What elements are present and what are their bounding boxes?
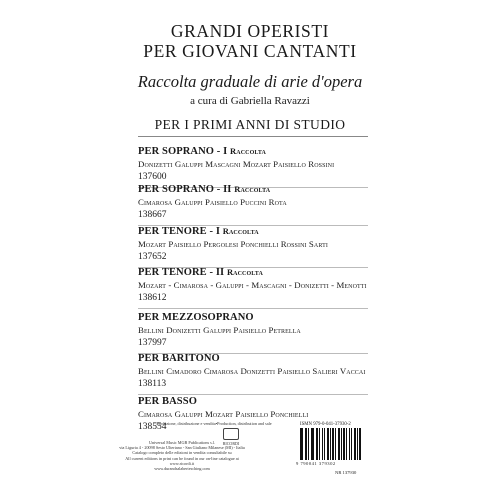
barcode-digits: 9 790041 379302 [296, 461, 336, 466]
volume-entry [138, 311, 378, 354]
volume-composers: Cimarosa Galuppi Mozart Paisiello Ponchielli [138, 409, 309, 419]
production-note-text: Produzione, distribuzione e vendita•Production, distribution and sale [156, 421, 272, 426]
publisher-block [112, 440, 252, 471]
publisher-url-1[interactable]: www.ricordi.it [169, 460, 195, 466]
volume-composers: Bellini Donizetti Galuppi Paisiello Petrella [138, 325, 301, 335]
publisher-logo-text: RICORDI [222, 441, 240, 446]
series-title-line1: GRANDI OPERISTI [170, 21, 330, 41]
volume-separator [138, 308, 368, 309]
volume-entry [138, 352, 378, 395]
level-heading: PER I PRIMI ANNI DI STUDIO [154, 117, 346, 132]
catalogue-number: NR 137930 [335, 470, 357, 475]
publisher-logo-icon [223, 428, 239, 440]
ismn-code: ISMN 979-0-041-37930-2 [300, 422, 351, 427]
volume-number: 138113 [138, 379, 167, 389]
volume-number: 137997 [138, 338, 167, 348]
volume-entry [138, 183, 378, 226]
volume-number: 138554 [138, 422, 167, 432]
volume-voice: PER TENORE - II [138, 267, 225, 278]
volume-collection: Raccolta [230, 146, 266, 156]
series-title-line2: PER GIOVANI CANTANTI [143, 41, 357, 61]
volume-title [138, 183, 378, 196]
volume-voice: PER BASSO [138, 396, 197, 407]
volume-number: 137652 [138, 252, 167, 262]
volume-voice: PER SOPRANO - I [138, 146, 228, 157]
curator-credit: a cura di Gabriella Ravazzi [190, 95, 310, 107]
volume-voice: PER BARITONO [138, 353, 220, 364]
volume-collection: Raccolta [222, 226, 259, 236]
volume-voice: PER TENORE - I [138, 226, 221, 237]
volume-number: 138667 [138, 210, 167, 220]
production-note [134, 421, 294, 426]
series-subtitle: Raccolta graduale di arie d'opera [137, 72, 363, 91]
volume-entry [138, 266, 378, 309]
barcode [300, 428, 362, 460]
volume-title [138, 266, 378, 279]
volume-collection: Raccolta [226, 267, 263, 277]
volume-title [138, 395, 378, 408]
volume-entry [138, 145, 378, 188]
volume-composers: Bellini Cimadoro Cimarosa Donizetti Paisiello Salieri Vaccai [138, 366, 366, 376]
volume-number: 137600 [138, 172, 167, 182]
heading-rule [138, 136, 368, 137]
volume-collection: Raccolta [234, 184, 271, 194]
volume-voice: PER MEZZOSOPRANO [138, 312, 254, 323]
volume-composers: Mozart Paisiello Pergolesi Ponchielli Rossini Sarti [138, 239, 328, 249]
catalogue-note-en: All current editions in print can be found in our on-line catalogue at [125, 455, 239, 461]
publisher-name: Universal Music MGB Publications s.l. [148, 440, 216, 445]
volume-composers: Donizetti Galuppi Mascagni Mozart Paisiello Rossini [138, 159, 335, 169]
volume-composers: Mozart - Cimarosa - Galuppi - Mascagni - Donizetti - Menotti [138, 280, 367, 290]
publisher-url-2[interactable]: www.durandsalabertesching.com [154, 466, 210, 472]
volume-title [138, 352, 378, 365]
volume-title [138, 225, 378, 238]
volume-title [138, 145, 378, 158]
catalogue-note: Catalogo completo delle edizioni in vendita consultabile su [132, 450, 232, 456]
volume-voice: PER SOPRANO - II [138, 184, 232, 195]
volume-number: 138612 [138, 293, 167, 303]
volume-title [138, 311, 378, 324]
publisher-address: via Liguria 4 - 20098 Sesto Ulteriano - San Giuliano Milanese (MI) - Italia [119, 445, 245, 451]
volume-composers: Cimarosa Galuppi Paisiello Puccini Rota [138, 197, 287, 207]
volume-entry [138, 225, 378, 268]
